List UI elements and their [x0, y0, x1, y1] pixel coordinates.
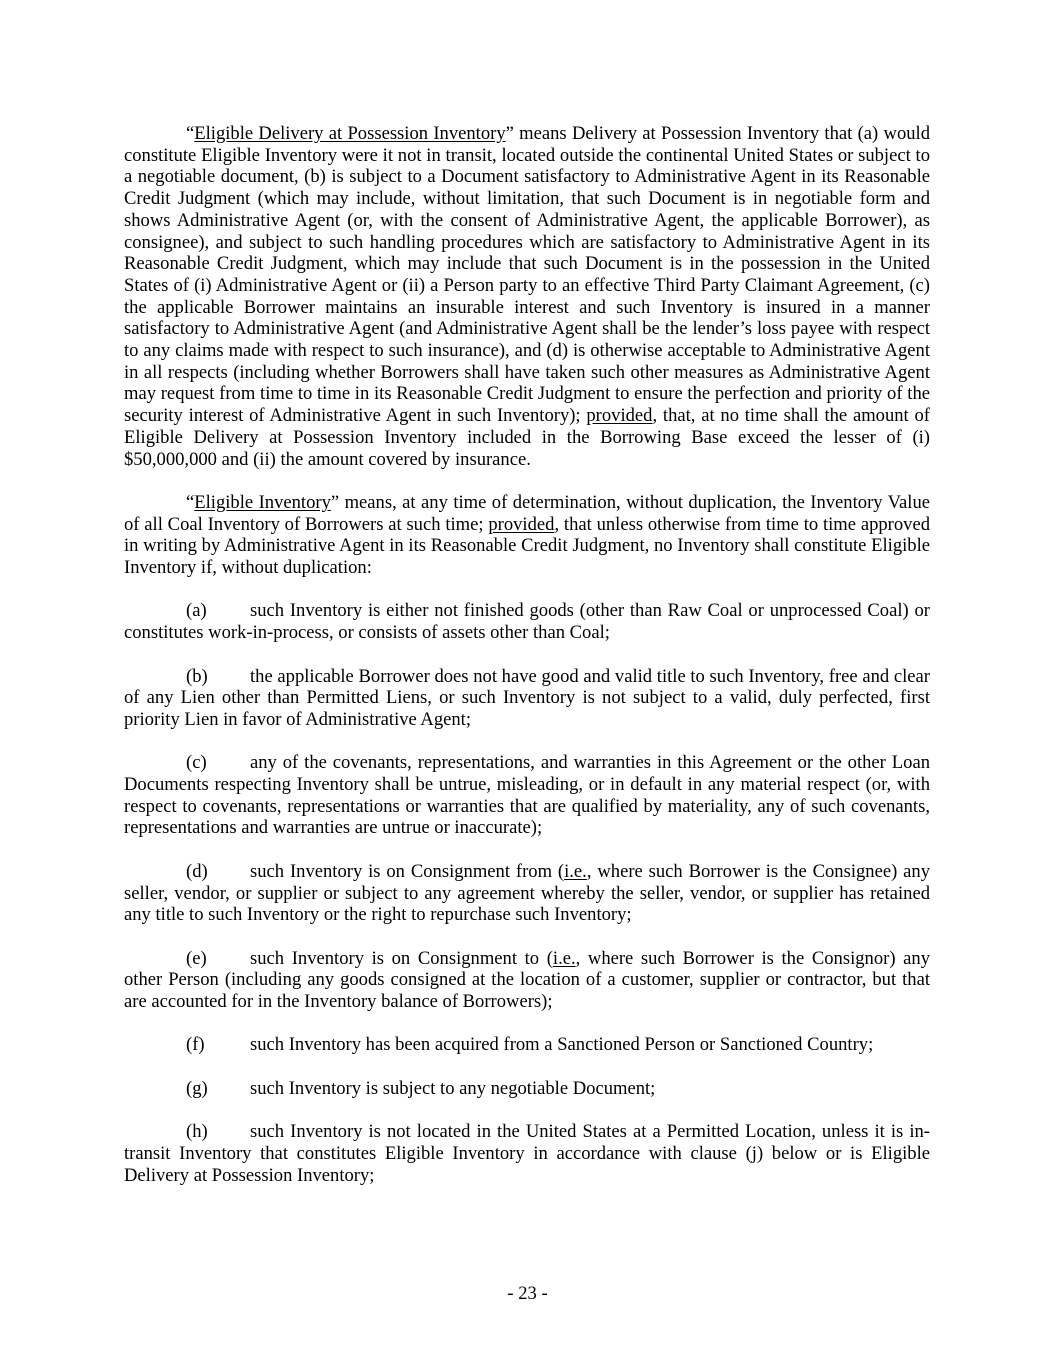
text-run: the applicable Borrower does not have good and valid title to such Inventory, free and clear of any Lien other than Permitted Liens, or such Inventory is not subject to a valid, duly perfected, first priority Lien in favor of Administrative Agent; [124, 665, 930, 730]
paragraph-def-eligible-delivery-at-possession-inventory [124, 123, 930, 470]
clause-label: (b) [186, 665, 208, 687]
text-run: , where such Borrower is the Consignor) any other Person (including any goods consigned at the location of a customer, supplier or contractor, but that are accounted for in the Inventory balance of Borrowers); [124, 947, 930, 1013]
underlined-text-run: i.e. [552, 947, 576, 969]
page-footer [0, 1283, 1055, 1305]
text-run: such Inventory is on Consignment to ( [250, 947, 553, 969]
clause-label: (a) [186, 600, 207, 622]
text-run: , that unless otherwise from time to time approved in writing by Administrative Agent in its Reasonable Credit Judgment, no Inventory shall constitute Eligible Inventory if, without duplication: [124, 513, 931, 579]
clause-label: (h) [186, 1121, 208, 1143]
paragraph-clause-b [124, 666, 930, 731]
paragraph-clause-e [124, 948, 930, 1013]
text-run: any of the covenants, representations, and warranties in this Agreement or the other Loan Documents respecting Inventory shall be untrue, misleading, or in default in any material respect (or, with respect to covenants, representations or warranties that are qualified by materiality, any of such covenants, representations and warranties are untrue or inaccurate); [124, 752, 930, 839]
text-run: ” means, at any time of determination, without duplication, the Inventory Value of all Coal Inventory of Borrowers at such time; [124, 491, 930, 535]
text-run: such Inventory is not located in the United States at a Permitted Location, unless it is in-transit Inventory that constitutes Eligible Inventory in accordance with clause (j) below or is Eligible Delivery at Possession Inventory; [124, 1121, 930, 1186]
underlined-text-run: provided [586, 405, 653, 427]
text-run: such Inventory is subject to any negotiable Document; [250, 1077, 656, 1099]
page-number: - 23 - [507, 1283, 548, 1304]
paragraph-clause-f [124, 1034, 930, 1056]
clause-label: (e) [186, 947, 207, 969]
document-body [124, 123, 930, 1186]
paragraph-clause-h [124, 1121, 930, 1186]
clause-label: (d) [186, 860, 208, 882]
text-run: such Inventory is on Consignment from ( [250, 860, 565, 882]
paragraph-clause-c [124, 752, 930, 839]
paragraph-clause-g [124, 1078, 930, 1100]
text-run: “ [186, 491, 195, 513]
clause-label: (g) [186, 1077, 208, 1099]
text-run: such Inventory is either not finished goods (other than Raw Coal or unprocessed Coal) or constitutes work-in-process, or consists of assets other than Coal; [124, 600, 930, 644]
text-run: , where such Borrower is the Consignee) any seller, vendor, or supplier or subject to any agreement whereby the seller, vendor, or supplier has retained any title to such Inventory or the right to repurchase such Inventory; [124, 860, 930, 926]
text-run: ” means Delivery at Possession Inventory that (a) would constitute Eligible Inventory were it not in transit, located outside the continental United States or subject to a negotiable document, (b) is subject to a Document satisfactory to Administrative Agent in its Reasonable Credit Judgment (which may include, without limitation, that such Document is in negotiable form and shows Administrative Agent (or, with the consent of Administrative Agent, the applicable Borrower), as consignee), and subject to such handling procedures which are satisfactory to Administrative Agent in its Reasonable Credit Judgment, which may include that such Document is in the possession in the United States of (i) Administrative Agent or (ii) a Person party to an effective Third Party Claimant Agreement, (c) the applicable Borrower maintains an insurable interest and such Inventory is insured in a manner satisfactory to Administrative Agent (and Administrative Agent shall be the lender’s loss payee with respect to any claims made with respect to such insurance), and (d) is otherwise acceptable to Administrative Agent in all respects (including whether Borrowers shall have taken such other measures as Administrative Agent may request from time to time in its Reasonable Credit Judgment to ensure the perfection and priority of the security interest of Administrative Agent in such Inventory); [124, 123, 931, 427]
clause-label: (c) [186, 752, 207, 774]
text-run: “ [186, 123, 195, 144]
paragraph-clause-d [124, 861, 930, 926]
clause-label: (f) [186, 1034, 205, 1056]
paragraph-def-eligible-inventory [124, 492, 930, 579]
underlined-text-run: provided [488, 513, 555, 535]
underlined-text-run: i.e. [564, 860, 587, 882]
underlined-text-run: Eligible Inventory [194, 491, 331, 513]
text-run: , that, at no time shall the amount of Eligible Delivery at Possession Inventory included in the Borrowing Base exceed the lesser of (i) $50,000,000 and (ii) the amount covered by insurance. [124, 405, 930, 470]
underlined-text-run: Eligible Delivery at Possession Inventory [194, 123, 506, 144]
text-run: such Inventory has been acquired from a Sanctioned Person or Sanctioned Country; [250, 1034, 874, 1056]
paragraph-clause-a [124, 600, 930, 643]
